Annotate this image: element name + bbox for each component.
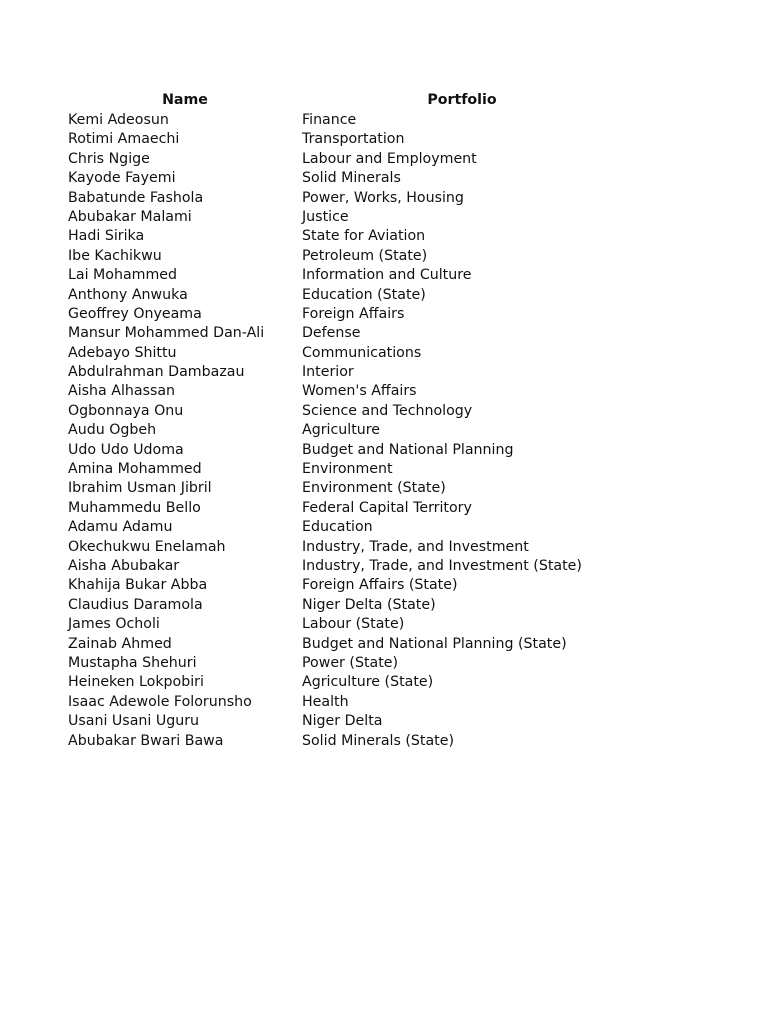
table-body xyxy=(68,111,628,751)
minister-name-cell: Kayode Fayemi xyxy=(68,170,176,187)
minister-name-cell: Aisha Alhassan xyxy=(68,383,176,400)
minister-name-cell: Aisha Abubakar xyxy=(68,557,180,574)
table-row xyxy=(68,596,628,615)
table-row xyxy=(68,189,628,208)
portfolio-cell: Education xyxy=(302,519,373,536)
minister-name-cell: Abdulrahman Dambazau xyxy=(68,364,245,381)
minister-name-cell: Okechukwu Enelamah xyxy=(68,538,226,555)
portfolio-cell: Agriculture xyxy=(302,422,381,439)
minister-name-cell: Hadi Sirika xyxy=(68,228,145,245)
portfolio-cell: Niger Delta (State) xyxy=(302,596,436,613)
table-header-row xyxy=(68,90,628,111)
name-column-header: Name xyxy=(162,92,208,108)
minister-name-cell: James Ocholi xyxy=(68,616,160,633)
minister-name-cell: Usani Usani Uguru xyxy=(68,713,200,730)
portfolio-cell: Women's Affairs xyxy=(302,383,417,400)
table-row xyxy=(68,286,628,305)
portfolio-cell: Information and Culture xyxy=(302,267,472,284)
minister-name-cell: Mansur Mohammed Dan-Ali xyxy=(68,325,265,342)
table-row xyxy=(68,227,628,246)
minister-name-cell: Adamu Adamu xyxy=(68,519,173,536)
portfolio-cell: Budget and National Planning xyxy=(302,441,514,458)
table-row xyxy=(68,266,628,285)
minister-name-cell: Ogbonnaya Onu xyxy=(68,402,184,419)
portfolio-column-header: Portfolio xyxy=(427,92,497,108)
minister-name-cell: Ibrahim Usman Jibril xyxy=(68,480,212,497)
table-row xyxy=(68,538,628,557)
portfolio-cell: Health xyxy=(302,693,349,710)
ministers-table xyxy=(68,90,628,751)
table-row xyxy=(68,402,628,421)
portfolio-cell: Power, Works, Housing xyxy=(302,189,464,206)
table-row xyxy=(68,344,628,363)
minister-name-cell: Babatunde Fashola xyxy=(68,189,204,206)
portfolio-cell: Solid Minerals xyxy=(302,170,401,187)
minister-name-cell: Adebayo Shittu xyxy=(68,344,177,361)
table-row xyxy=(68,615,628,634)
table-row xyxy=(68,305,628,324)
minister-name-cell: Amina Mohammed xyxy=(68,461,202,478)
table-row xyxy=(68,150,628,169)
minister-name-cell: Chris Ngige xyxy=(68,150,150,167)
table-row xyxy=(68,363,628,382)
minister-name-cell: Zainab Ahmed xyxy=(68,635,172,652)
portfolio-cell: Agriculture (State) xyxy=(302,674,434,691)
portfolio-cell: Foreign Affairs xyxy=(302,305,405,322)
table-row xyxy=(68,247,628,266)
portfolio-cell: Environment (State) xyxy=(302,480,446,497)
minister-name-cell: Anthony Anwuka xyxy=(68,286,188,303)
minister-name-cell: Isaac Adewole Folorunsho xyxy=(68,693,252,710)
portfolio-cell: Federal Capital Territory xyxy=(302,499,472,516)
table-row xyxy=(68,518,628,537)
portfolio-cell: Foreign Affairs (State) xyxy=(302,577,458,594)
table-row xyxy=(68,169,628,188)
table-row xyxy=(68,732,628,751)
portfolio-cell: Finance xyxy=(302,112,357,128)
table-row xyxy=(68,712,628,731)
portfolio-cell: Education (State) xyxy=(302,286,426,303)
table-row xyxy=(68,557,628,576)
table-row xyxy=(68,654,628,673)
table-row xyxy=(68,208,628,227)
portfolio-cell: Niger Delta xyxy=(302,713,383,730)
minister-name-cell: Kemi Adeosun xyxy=(68,112,169,128)
minister-name-cell: Abubakar Malami xyxy=(68,208,192,225)
portfolio-cell: Communications xyxy=(302,344,422,361)
table-row xyxy=(68,499,628,518)
minister-name-cell: Rotimi Amaechi xyxy=(68,131,180,148)
minister-name-cell: Udo Udo Udoma xyxy=(68,441,184,458)
minister-name-cell: Audu Ogbeh xyxy=(68,422,157,439)
minister-name-cell: Geoffrey Onyeama xyxy=(68,305,202,322)
table-row xyxy=(68,382,628,401)
minister-name-cell: Khahija Bukar Abba xyxy=(68,577,208,594)
table-row xyxy=(68,130,628,149)
minister-name-cell: Heineken Lokpobiri xyxy=(68,674,204,691)
portfolio-cell: Industry, Trade, and Investment xyxy=(302,538,529,555)
portfolio-cell: Industry, Trade, and Investment (State) xyxy=(302,557,582,574)
portfolio-cell: Labour (State) xyxy=(302,616,405,633)
portfolio-cell: Science and Technology xyxy=(302,402,473,419)
portfolio-cell: State for Aviation xyxy=(302,228,426,245)
portfolio-cell: Environment xyxy=(302,461,393,478)
portfolio-cell: Interior xyxy=(302,364,354,381)
portfolio-cell: Petroleum (State) xyxy=(302,247,428,264)
table-row xyxy=(68,635,628,654)
portfolio-cell: Solid Minerals (State) xyxy=(302,732,454,749)
minister-name-cell: Ibe Kachikwu xyxy=(68,247,162,264)
portfolio-cell: Budget and National Planning (State) xyxy=(302,635,567,652)
minister-name-cell: Claudius Daramola xyxy=(68,596,203,613)
table-row xyxy=(68,693,628,712)
minister-name-cell: Muhammedu Bello xyxy=(68,499,201,516)
portfolio-cell: Labour and Employment xyxy=(302,150,477,167)
table-row xyxy=(68,460,628,479)
table-row xyxy=(68,441,628,460)
table-row xyxy=(68,479,628,498)
portfolio-cell: Power (State) xyxy=(302,654,399,671)
table-row xyxy=(68,673,628,692)
portfolio-cell: Defense xyxy=(302,325,361,342)
portfolio-cell: Transportation xyxy=(302,131,405,148)
minister-name-cell: Mustapha Shehuri xyxy=(68,654,197,671)
minister-name-cell: Abubakar Bwari Bawa xyxy=(68,732,224,749)
portfolio-cell: Justice xyxy=(302,208,349,225)
table-row xyxy=(68,324,628,343)
table-row xyxy=(68,421,628,440)
minister-name-cell: Lai Mohammed xyxy=(68,267,178,284)
table-row xyxy=(68,576,628,595)
table-row xyxy=(68,111,628,130)
